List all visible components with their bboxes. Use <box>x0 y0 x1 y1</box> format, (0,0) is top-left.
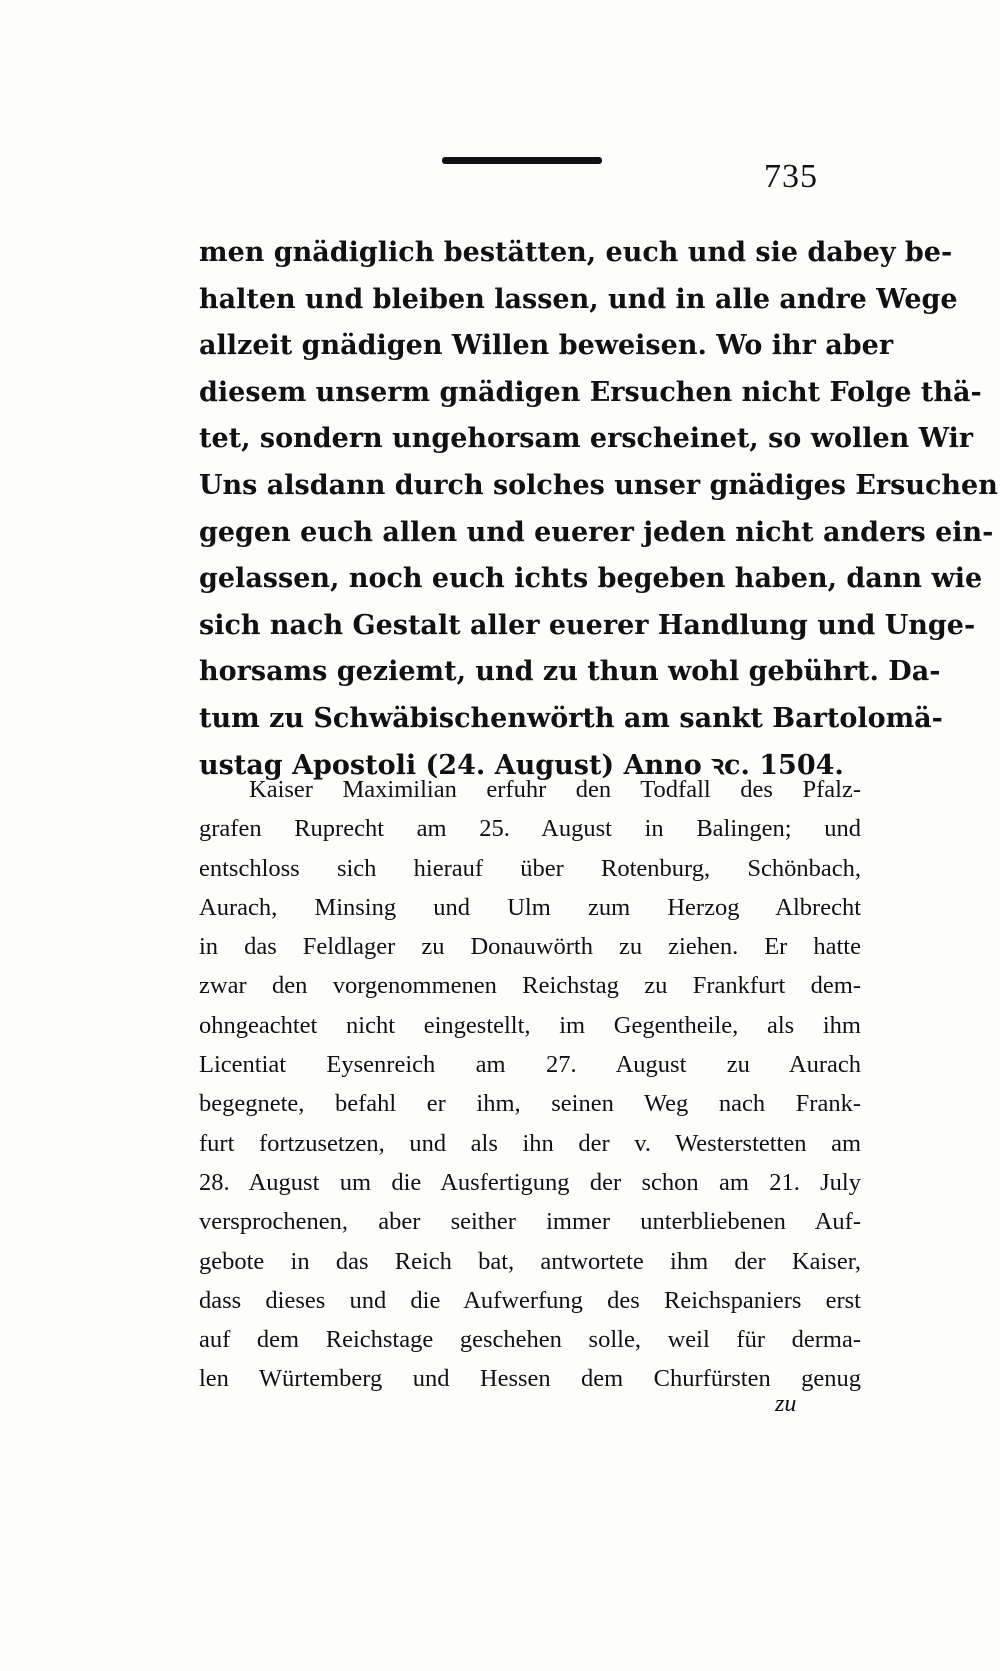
text-line: Licentiat Eysenreich am 27. August zu Aurach <box>199 1051 861 1079</box>
text-line: diesem unserm gnädigen Ersuchen nicht Folge thä- <box>199 376 982 408</box>
text-line: tum zu Schwäbischenwörth am sankt Bartolomä- <box>199 702 943 734</box>
text-line: 28. August um die Ausfertigung der schon am 21. July <box>199 1168 861 1196</box>
text-line: versprochenen, aber seither immer unterbliebenen Auf- <box>199 1208 861 1236</box>
text-line: begegnete, befahl er ihm, seinen Weg nach Frank- <box>199 1090 861 1118</box>
text-line: sich nach Gestalt aller euerer Handlung und Unge- <box>199 609 976 641</box>
text-line: men gnädiglich bestätten, euch und sie dabey be- <box>199 237 953 268</box>
text-line: gegen euch allen und euerer jeden nicht anders ein- <box>199 516 994 548</box>
text-line: in das Feldlager zu Donauwörth zu ziehen. Er hatte <box>199 933 861 961</box>
text-line: horsams geziemt, und zu thun wohl gebührt. Da- <box>199 656 941 688</box>
text-line: ohngeachtet nicht eingestellt, im Gegentheile, als ihm <box>199 1011 861 1039</box>
text-line: Kaiser Maximilian erfuhr den Todfall des Pfalz- <box>249 776 861 803</box>
fraktur-text-block <box>199 230 998 789</box>
text-line: zwar den vorgenommenen Reichstag zu Frankfurt dem- <box>199 972 861 1000</box>
roman-text-block <box>199 770 861 1399</box>
text-line: allzeit gnädigen Willen beweisen. Wo ihr aber <box>199 330 894 362</box>
text-line: Uns alsdann durch solches unser gnädiges Ersuchen <box>199 469 998 501</box>
text-line: dass dieses und die Aufwerfung des Reichspaniers erst <box>199 1286 861 1314</box>
text-line: grafen Ruprecht am 25. August in Balingen; und <box>199 815 861 843</box>
text-line: furt fortzusetzen, und als ihn der v. Westerstetten am <box>199 1129 861 1157</box>
text-line: ustag Apostoli (24. August) Anno ꝛc. 1504. <box>199 749 844 781</box>
text-line: halten und bleiben lassen, und in alle andre Wege <box>199 283 958 315</box>
text-line: Aurach, Minsing und Ulm zum Herzog Albrecht <box>199 893 861 921</box>
header-rule <box>442 157 602 164</box>
text-line: len Würtemberg und Hessen dem Churfürsten genug <box>199 1365 861 1393</box>
text-line: gebote in das Reich bat, antwortete ihm der Kaiser, <box>199 1247 861 1275</box>
page-number: 735 <box>764 158 818 195</box>
text-line: tet, sondern ungehorsam erscheinet, so wollen Wir <box>199 423 974 455</box>
text-line: auf dem Reichstage geschehen solle, weil für derma- <box>199 1326 861 1354</box>
catchword: zu <box>775 1391 797 1417</box>
text-line: entschloss sich hierauf über Rotenburg, Schönbach, <box>199 854 861 882</box>
text-line: gelassen, noch euch ichts begeben haben, dann wie <box>199 563 983 595</box>
